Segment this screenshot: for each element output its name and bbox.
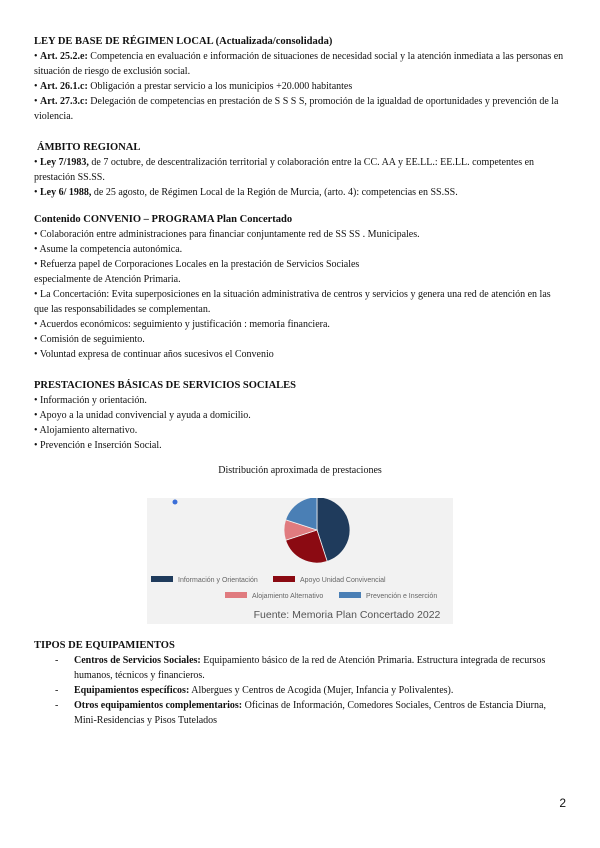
ley-base-item: • Art. 25.2.e: Competencia en evaluación e información de situaciones de necesidad social y la atención inmediata a las personas en situación de riesgo de exclusión social. xyxy=(34,51,564,77)
prestaciones-item: • Información y orientación. xyxy=(34,395,147,406)
legend-swatch xyxy=(151,576,173,582)
tipos-item: - Otros equipamientos complementarios: Oficinas de Información, Comedores Sociales, Centros de Estancia Diurna, Mini-Residencias y Pisos Tutelados xyxy=(34,698,566,728)
ley-base-heading: LEY DE BASE DE RÉGIMEN LOCAL (Actualizada/consolidada) xyxy=(34,36,333,47)
legend-label: Prevención e Inserción xyxy=(366,593,438,600)
pie-chart-svg xyxy=(147,498,453,624)
contenido-item: • La Concertación: Evita superposiciones en la situación administrativa de centros y servicios y genera una red de atención en las que las responsabilidades se complementan. xyxy=(34,289,551,315)
contenido-item: especialmente de Atención Primaria. xyxy=(34,274,181,285)
marker-dot xyxy=(173,500,178,505)
tipos-item: - Centros de Servicios Sociales: Equipamiento básico de la red de Atención Primaria. Estructura integrada de recursos humanos, técnicos y financieros. xyxy=(34,653,566,683)
contenido-item: • Acuerdos económicos: seguimiento y justificación : memoria financiera. xyxy=(34,319,330,330)
contenido-item: • Voluntad expresa de continuar años sucesivos el Convenio xyxy=(34,349,274,360)
legend-label: Información y Orientación xyxy=(178,577,258,584)
document-page xyxy=(34,34,566,728)
legend-swatch xyxy=(273,576,295,582)
contenido-item: • Refuerza papel de Corporaciones Locales en la prestación de Servicios Sociales xyxy=(34,259,360,270)
ambito-item: • Ley 7/1983, de 7 octubre, de descentralización territorial y colaboración entre la CC. AA y EE.LL.: EE.LL. competentes en prestación SS.SS. xyxy=(34,157,535,183)
legend-swatch xyxy=(339,592,361,598)
prestaciones-item: • Alojamiento alternativo. xyxy=(34,425,138,436)
chart-caption: Distribución aproximada de prestaciones xyxy=(218,465,382,476)
tipos-heading: TIPOS DE EQUIPAMIENTOS xyxy=(34,640,175,651)
prestaciones-item: • Apoyo a la unidad convivencial y ayuda a domicilio. xyxy=(34,410,251,421)
prestaciones-heading: PRESTACIONES BÁSICAS DE SERVICIOS SOCIALES xyxy=(34,380,297,391)
contenido-item: • Asume la competencia autonómica. xyxy=(34,244,183,255)
tipos-item: - Equipamientos específicos: Albergues y Centros de Acogida (Mujer, Infancia y Polivalentes). xyxy=(34,683,566,698)
ley-base-item: • Art. 26.1.c: Obligación a prestar servicio a los municipios +20.000 habitantes xyxy=(34,81,353,92)
legend-label: Apoyo Unidad Convivencial xyxy=(300,577,386,584)
contenido-item: • Colaboración entre administraciones para financiar conjuntamente red de SS SS . Municipales. xyxy=(34,229,420,240)
ambito-item: • Ley 6/ 1988, de 25 agosto, de Régimen Local de la Región de Murcia, (arto. 4): competencias en SS.SS. xyxy=(34,187,458,198)
legend-label: Alojamiento Alternativo xyxy=(252,593,324,600)
ley-base-item: • Art. 27.3.c: Delegación de competencias en prestación de S S S S, promoción de la igualdad de oportunidades y prevención de la violencia. xyxy=(34,96,559,122)
ambito-heading: ÁMBITO REGIONAL xyxy=(37,142,141,153)
pie-chart xyxy=(147,498,453,624)
prestaciones-item: • Prevención e Inserción Social. xyxy=(34,440,162,451)
tipos-list xyxy=(34,653,566,728)
contenido-heading: Contenido CONVENIO – PROGRAMA Plan Concertado xyxy=(34,214,293,225)
chart-source: Fuente: Memoria Plan Concertado 2022 xyxy=(253,609,441,621)
contenido-item: • Comisión de seguimiento. xyxy=(34,334,145,345)
legend-swatch xyxy=(225,592,247,598)
page-number: 2 xyxy=(559,796,566,810)
